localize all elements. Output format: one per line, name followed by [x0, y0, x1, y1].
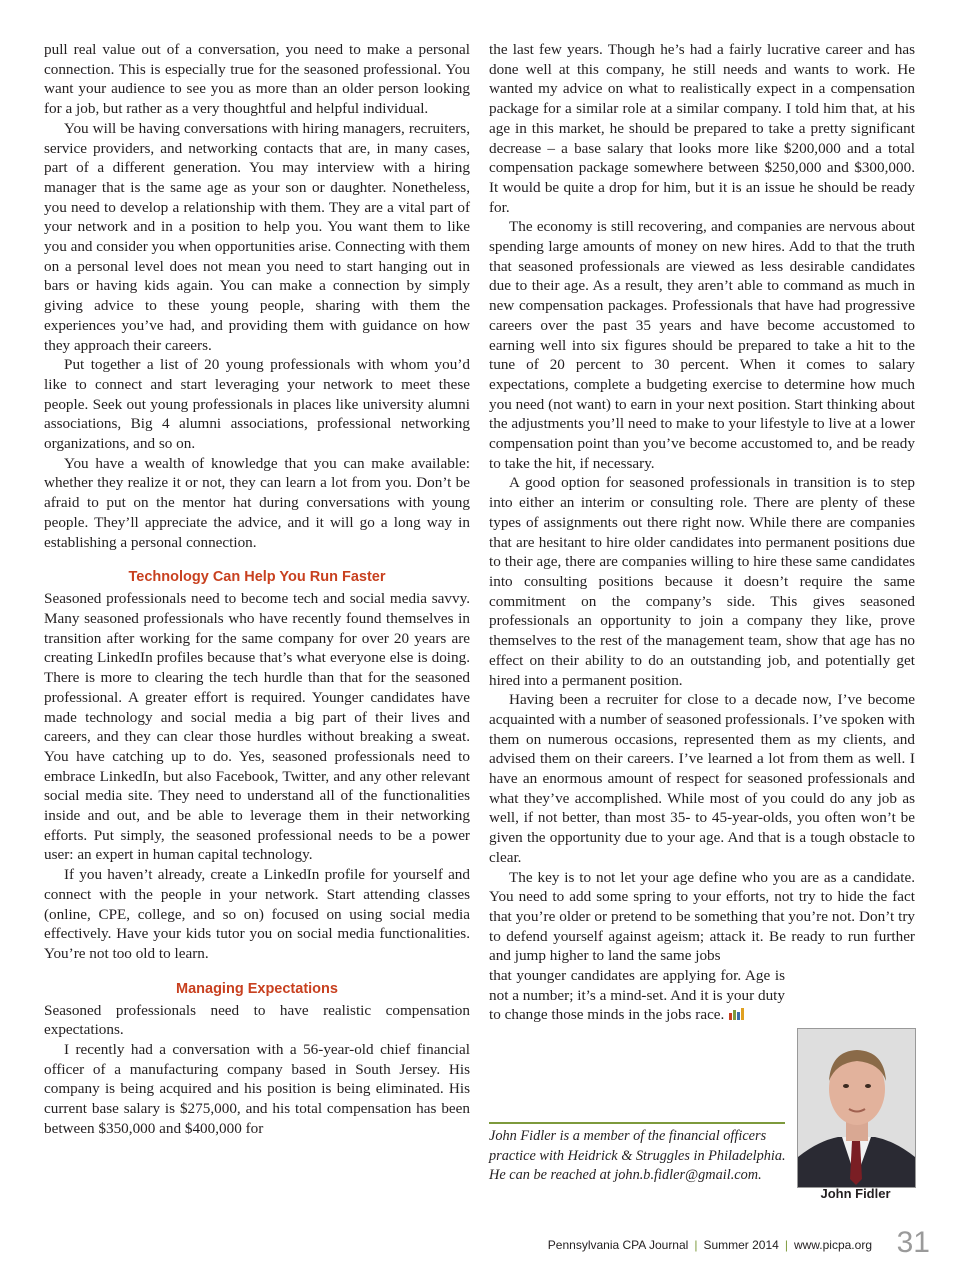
body-paragraph: You will be having conversations with hiring managers, recruiters, service providers, and networking contacts that are, in many cases, part of a different generation. You may interview with a hiring manager that is the same age as your son or daughter. Nonetheless, you need to develop a relationship with them. They are a vital part of your network and in a position to help you. You want them to like you and consider you when opportunities arise. Connecting with them on a personal level does not mean you need to start hanging out in bars or having kids again. You can make a connection by simply giving advice to these young people, sharing with them the experiences you’ve had, and providing them with guidance on how they approach their careers. [44, 119, 471, 354]
final-text: that younger candidates are applying for. Age is not a number; it’s a mind-set. And it is your duty to change those minds in the jobs race. [489, 967, 785, 1024]
body-paragraph: The economy is still recovering, and companies are nervous about spending large amounts of money on new hires. Add to that the truth that seasoned professionals are viewed as less desirable candidates due to their age. As a result, they aren’t able to command as much in new compensation packages. Professionals that have had progressive careers over the past 35 years and have become accustomed to earning well into six figures should be prepared to take a hit to the tune of 20 percent to 30 percent. When it comes to salary expectations, complete a budgeting exercise to determine how much you need (not want) to earn in your next position. Start thinking about the adjustments you’ll need to make to your lifestyle to live at a lower compensation point than you’ve become accustomed to, and be ready to take the hit, if necessary. [489, 218, 915, 472]
body-paragraph: The key is to not let your age define who you are as a candidate. You need to add some spring to your efforts, not try to hide the fact that you’re older or pretend to be something that you’re not. Don’t try to defend yourself against ageism; attack it. Be ready to run further and jump higher to land the same jobs [489, 868, 915, 965]
author-bio: John Fidler is a member of the financial officers practice with Heidrick & Struggles in Philadelphia. He can be reached at john.b.fidler@gmail.com. [489, 1128, 786, 1184]
footer-issue: Summer 2014 [703, 1238, 779, 1252]
body-paragraph: I recently had a conversation with a 56-year-old chief financial officer of a manufacturing company based in South Jersey. His company is being acquired and his position is being eliminated. His current base salary is $275,000, and his total compensation has been between $350,000 and $400,000 for [44, 1041, 470, 1137]
article-left-column [44, 40, 470, 1139]
photo-caption: John Fidler [820, 1186, 891, 1201]
body-paragraph-final [489, 966, 785, 1027]
body-paragraph: the last few years. Though he’s had a fairly lucrative career and has done well at this company, he still needs and wants to work. He wanted my advice on what to realistically expect in a compensation package for a similar role at a similar company. I told him that, at his age in this market, he should be prepared to take a pretty significant decrease – a base salary that looks more like $200,000 and a total compensation package somewhere between $250,000 and $300,000. It would be quite a drop for him, but it is an issue he should be ready for. [489, 41, 915, 216]
section-heading-technology: Technology Can Help You Run Faster [128, 569, 386, 586]
body-paragraph: If you haven’t already, create a LinkedIn profile for yourself and connect with the people in your network. Start attending classes (online, CPE, college, and so on) focused on using social media effectively. Have your kids tutor you on social media functionalities. You’re not too old to learn. [44, 866, 470, 962]
article-right-column [489, 40, 915, 1027]
body-paragraph: You have a wealth of knowledge that you can make available: whether they realize it or not, they can learn a lot from you. Don’t be afraid to put on the mentor hat during conversations with young people. They’ll appreciate the advice, and it will go a long way in establishing a personal connection. [44, 454, 470, 551]
body-paragraph: Seasoned professionals need to have realistic compensation expectations. [44, 1001, 470, 1039]
page-number: 31 [896, 1226, 930, 1259]
body-paragraph: Having been a recruiter for close to a decade now, I’ve become acquainted with a number of seasoned professionals. I’ve spoken with them on numerous occasions, represented them as my clients, and advised them on their careers. I’ve learned a lot from them as well. I have an enormous amount of respect for seasoned professionals and what they’ve accomplished. While most of you could do any job as well, if not better, than most 35- to 45-year-olds, you often won’t be given the opportunity due to your age. And that is a tough obstacle to clear. [489, 691, 915, 866]
body-paragraph: Seasoned professionals need to become tech and social media savvy. Many seasoned professionals who have recently found themselves in transition after working for the same company for over 20 years are creating LinkedIn profiles because that’s what everyone else is doing. There is more to clearing the tech hurdle than that for the seasoned professional. A greater effort is required. Younger candidates have made technology and social media a big part of their lives and careers, and they can clear those hurdles without breaking a sweat. You have catching up to do. Yes, seasoned professionals need to embrace LinkedIn, but also Facebook, Twitter, and any other relevant social media site. They need to understand all of the functionalities inside and out, and be able to leverage them in their networking efforts. Put simply, the seasoned professional needs to be a power user: an expert in human capital technology. [44, 590, 470, 864]
section-heading-expectations: Managing Expectations [176, 980, 338, 997]
footer-separator: | [784, 1238, 788, 1252]
footer-separator: | [694, 1238, 698, 1252]
end-mark-icon [728, 1007, 746, 1027]
body-paragraph: A good option for seasoned professionals in transition is to step into either an interim or consulting role. There are plenty of these types of assignments out there right now. While there are companies that are hesitant to hire older candidates into permanent positions due to their age, there are companies willing to hire these same candidates into consulting positions because it doesn’t require the same commitment on the company’s side. This gives seasoned professionals an opportunity to join a company they like, prove themselves to the rest of the management team, show that age has no effect on their ability to do an outstanding job, and potentially get hired into a permanent position. [489, 474, 915, 689]
body-paragraph: pull real value out of a conversation, you need to make a personal connection. This is especially true for the seasoned professional. You want your audience to see you as more than an older person looking for a job, but rather as a very thoughtful and helpful individual. [44, 41, 470, 118]
author-photo [797, 1028, 916, 1188]
footer-site-link[interactable]: www.picpa.org [793, 1238, 872, 1252]
footer-journal: Pennsylvania CPA Journal [547, 1238, 689, 1252]
body-paragraph: Put together a list of 20 young professionals with whom you’d like to connect and start leveraging your network to meet these people. Seek out young professionals in places like university alumni associations, Big 4 alumni associations, professional networking organizations, and so on. [44, 356, 470, 453]
page-footer [548, 1238, 872, 1252]
bio-divider [489, 1122, 785, 1124]
